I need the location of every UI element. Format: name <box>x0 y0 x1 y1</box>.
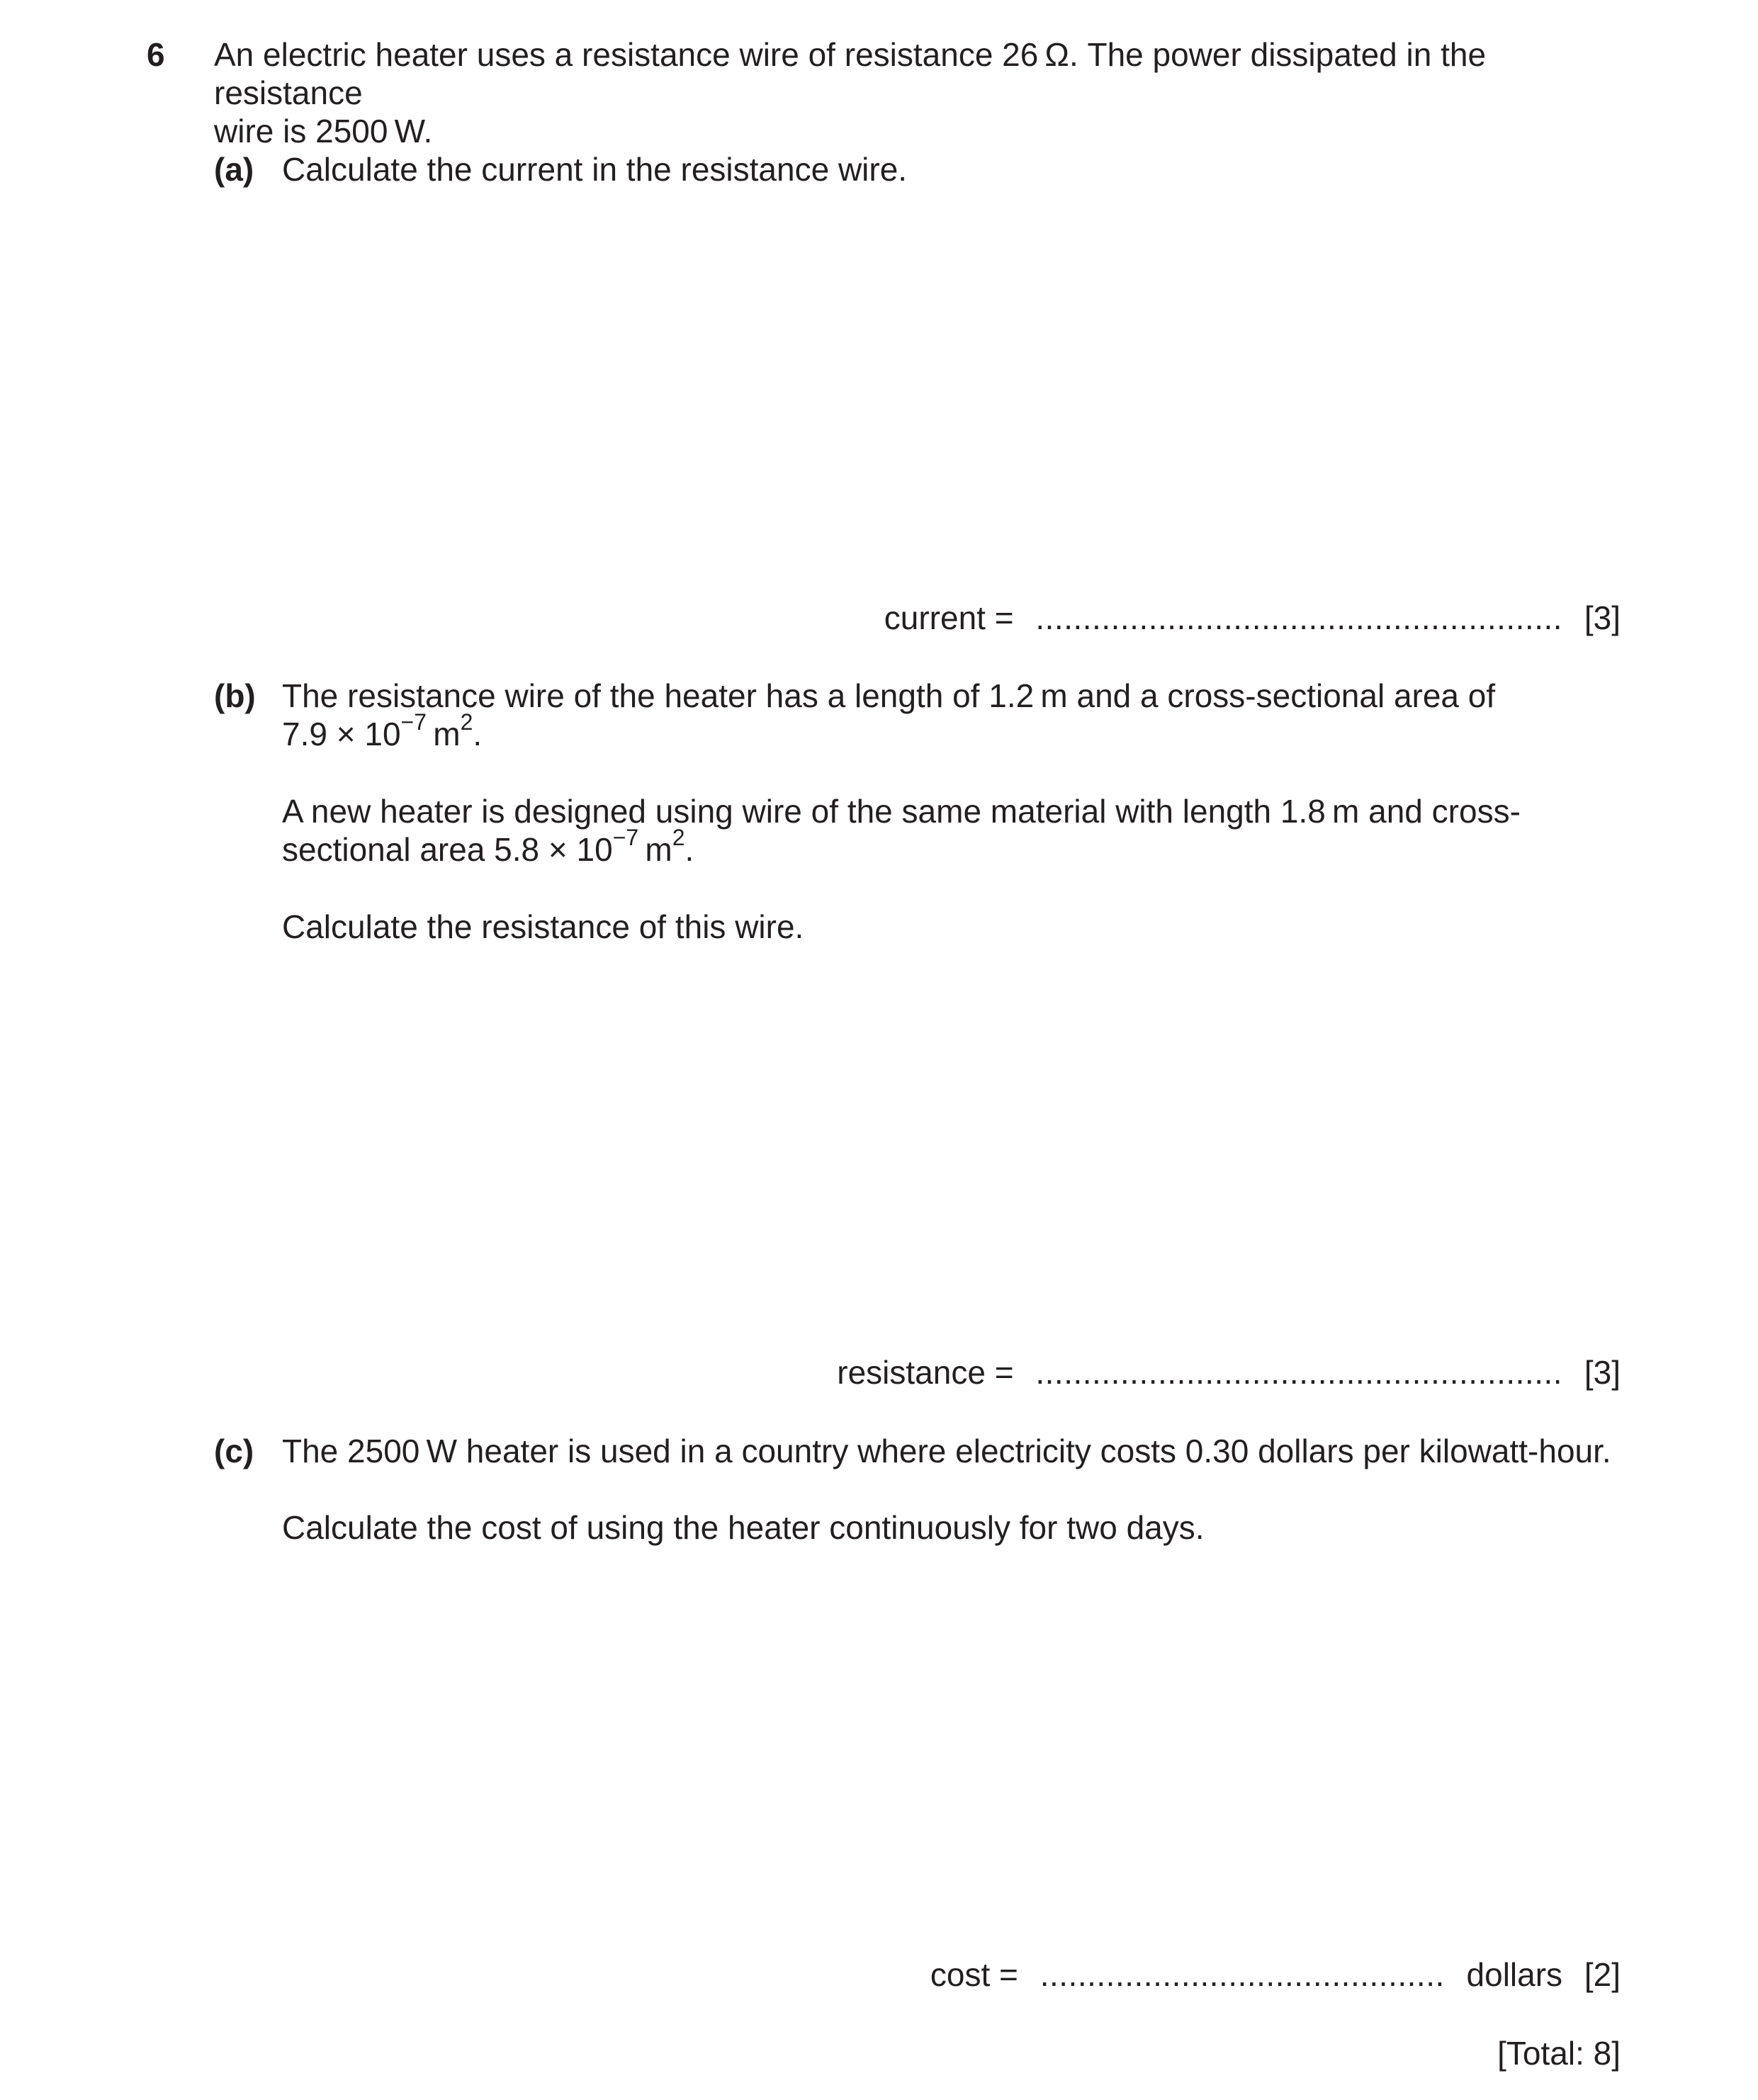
question-number: 6 <box>147 36 165 73</box>
part-b-answer-label: resistance = <box>837 1354 1014 1391</box>
question-stem <box>214 35 1621 150</box>
part-a-answer-line <box>884 599 1621 637</box>
part-a-text: Calculate the current in the resistance wire. <box>282 151 908 188</box>
part-b-instruction: Calculate the resistance of this wire. <box>282 908 804 945</box>
area-value-1: 7.9 × 10 <box>282 716 401 752</box>
area-value-2: sectional area 5.8 × 10 <box>282 831 613 868</box>
part-b-p2-line-2 <box>282 824 1621 869</box>
part-a-answer-label: current = <box>884 599 1014 636</box>
part-b-label: (b) <box>214 677 256 714</box>
part-a-answer-field[interactable]: ........................................................ <box>1035 599 1563 636</box>
total-marks: [Total: 8] <box>1497 2035 1621 2072</box>
part-c-text: The 2500 W heater is used in a country where electricity costs 0.30 dollars per kilowatt-hour. <box>282 1433 1611 1469</box>
area-unit-1: m <box>427 716 461 752</box>
part-b-answer-field[interactable]: ........................................................ <box>1035 1354 1563 1391</box>
part-c-answer-label: cost = <box>930 1956 1018 1993</box>
part-c-label: (c) <box>214 1433 254 1469</box>
stem-line-2: wire is 2500 W. <box>214 113 433 149</box>
part-b-answer-line <box>837 1353 1621 1391</box>
area-unit-exponent-1: 2 <box>460 709 473 735</box>
part-c-answer-line <box>930 1955 1621 1994</box>
part-b-p1-line-2 <box>282 709 1621 753</box>
part-b-marks: [3] <box>1584 1354 1621 1391</box>
part-b-p1-line-1: The resistance wire of the heater has a length of 1.2 m and a cross-sectional area of <box>282 677 1496 714</box>
part-c-marks: [2] <box>1584 1956 1621 1993</box>
part-c-instruction: Calculate the cost of using the heater continuously for two days. <box>282 1509 1205 1546</box>
part-a-label: (a) <box>214 151 254 188</box>
stem-line-1: An electric heater uses a resistance wire of resistance 26 Ω. The power dissipated in the resistance <box>214 36 1487 111</box>
part-b-p2-line-1: A new heater is designed using wire of the same material with length 1.8 m and cross- <box>282 793 1521 830</box>
area-unit-exponent-2: 2 <box>672 824 685 850</box>
part-c-answer-unit: dollars <box>1466 1956 1563 1993</box>
area-exponent-1: −7 <box>400 709 427 735</box>
area-exponent-2: −7 <box>612 824 639 850</box>
part-b-paragraph-1 <box>282 677 1621 753</box>
part-a-marks: [3] <box>1584 599 1621 636</box>
sentence-end: . <box>473 716 483 752</box>
part-c-answer-field[interactable]: ........................................... <box>1039 1956 1445 1993</box>
area-unit-2: m <box>638 831 672 868</box>
sentence-end: . <box>684 831 694 868</box>
part-b-paragraph-2 <box>282 792 1621 869</box>
